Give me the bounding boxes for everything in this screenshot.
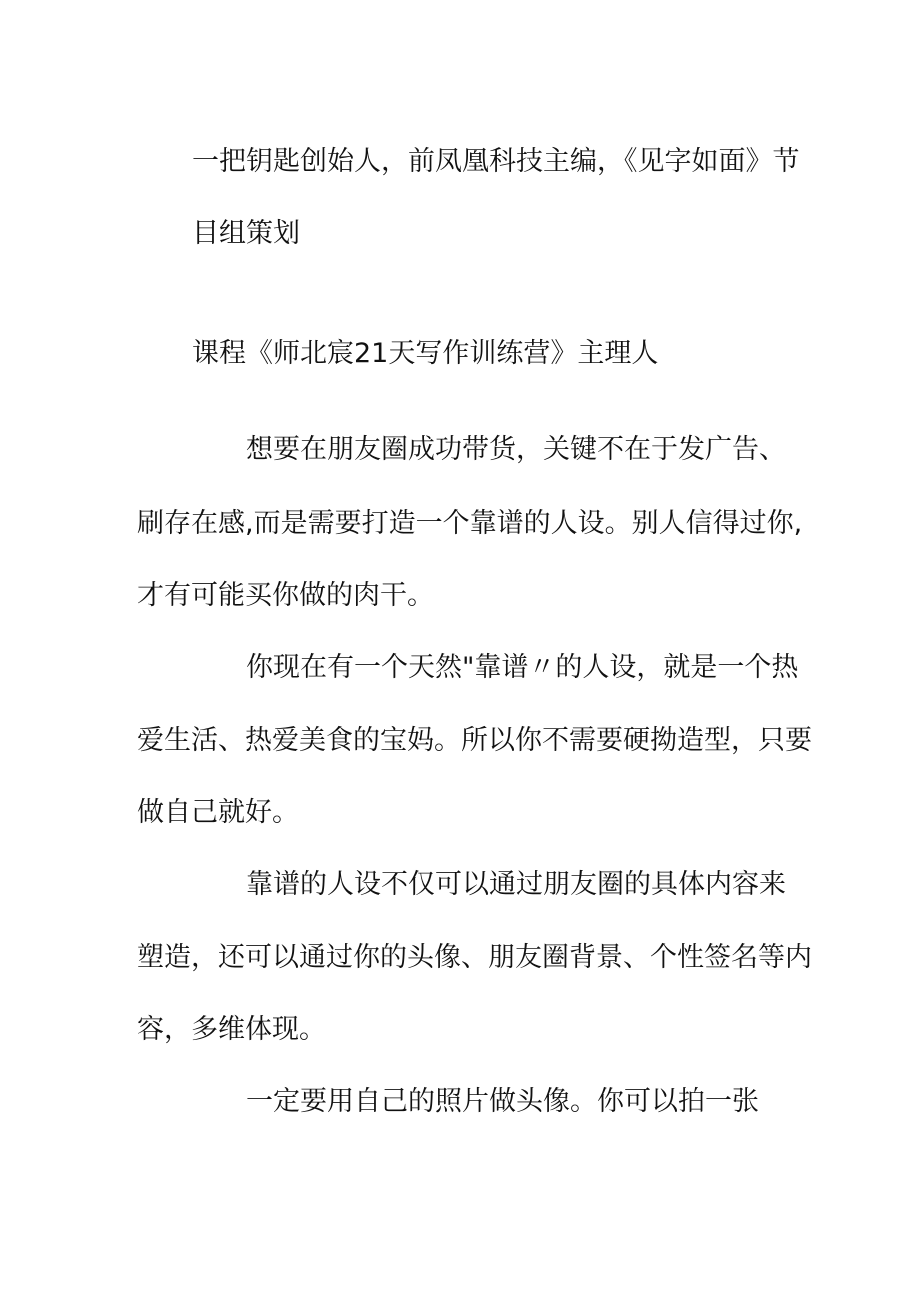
paragraph-4-line-1: 一定要用自己的照片做头像。你可以拍一张 xyxy=(246,1086,759,1117)
paragraph-3-line-3: 容，多维体现。 xyxy=(137,1014,326,1045)
paragraph-1-line-1: 想要在朋友圈成功带货，关键不在于发广告、 xyxy=(246,434,786,465)
paragraph-2-line-1: 你现在有一个天然"靠谱〃的人设，就是一个热 xyxy=(246,652,799,683)
paragraph-3-line-2: 塑造，还可以通过你的头像、朋友圈背景、个性签名等内 xyxy=(137,942,812,973)
paragraph-2-line-3: 做自己就好。 xyxy=(137,797,299,828)
bio-line-3: 课程《师北宸21天写作训练营》主理人 xyxy=(192,338,659,369)
paragraph-3-line-1: 靠谱的人设不仅可以通过朋友圈的具体内容来 xyxy=(246,869,786,900)
bio-line-1: 一把钥匙创始人，前凤凰科技主编，《见字如面》节 xyxy=(192,146,800,177)
paragraph-1-line-3: 才有可能买你做的肉干。 xyxy=(137,580,434,611)
paragraph-1-line-2: 刷存在感,而是需要打造一个靠谱的人设。别人信得过你, xyxy=(137,508,803,539)
bio-line-2: 目组策划 xyxy=(192,218,300,249)
paragraph-2-line-2: 爱生活、热爱美食的宝妈。所以你不需要硬拗造型，只要 xyxy=(137,725,812,756)
